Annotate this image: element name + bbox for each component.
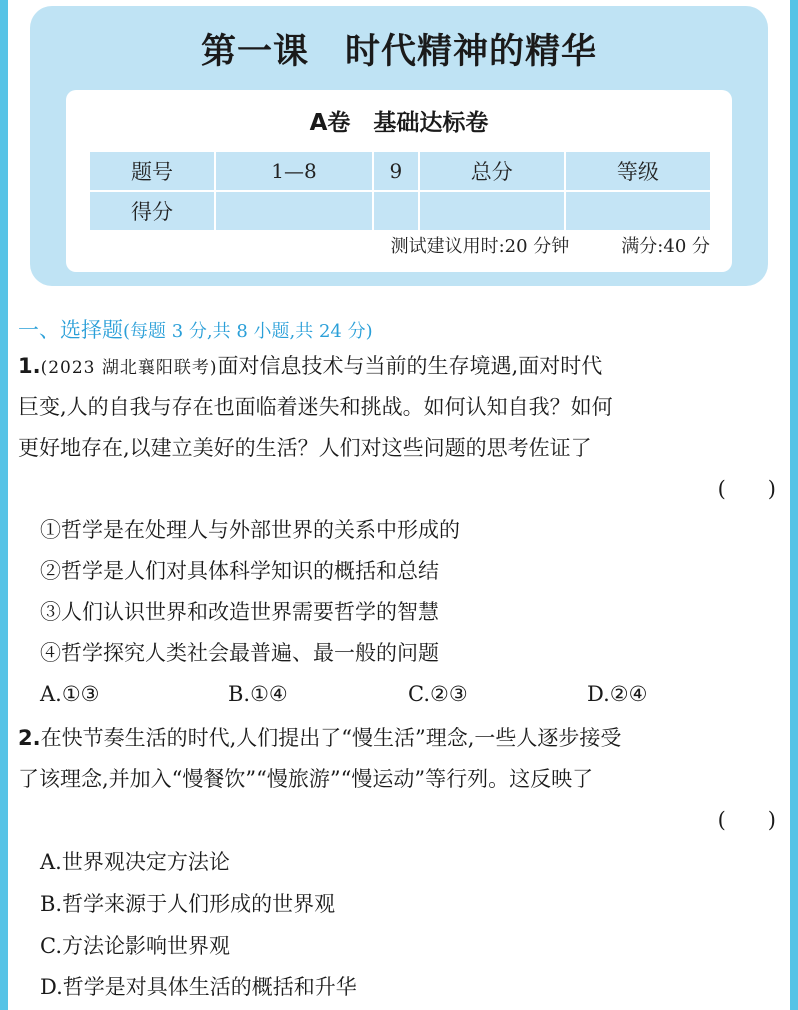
table-header-row bbox=[90, 150, 710, 190]
score-input-q9[interactable] bbox=[374, 190, 418, 230]
question-number: 1. bbox=[18, 354, 41, 378]
test-info bbox=[391, 232, 710, 258]
table-cell-score-label: 得分 bbox=[90, 190, 214, 230]
option-b[interactable]: B.哲学来源于人们形成的世界观 bbox=[40, 892, 336, 916]
score-input-grade[interactable] bbox=[566, 190, 710, 230]
question-text: 在快节奏生活的时代,人们提出了“慢生活”理念,一些人逐步接受 bbox=[40, 726, 622, 750]
question-number: 2. bbox=[18, 726, 41, 750]
left-edge-bar bbox=[0, 0, 8, 1010]
score-card bbox=[66, 90, 732, 272]
table-cell-q9: 9 bbox=[374, 150, 418, 190]
section-title: 一、选择题 bbox=[18, 318, 123, 342]
option-d[interactable]: D.哲学是对具体生活的概括和升华 bbox=[40, 975, 357, 999]
test-time: 测试建议用时:20 分钟 bbox=[390, 236, 570, 257]
table-cell-total: 总分 bbox=[420, 150, 564, 190]
statement-3: ③人们认识世界和改造世界需要哲学的智慧 bbox=[40, 600, 439, 624]
question-text: 面对信息技术与当前的生存境遇,面对时代 bbox=[217, 354, 603, 378]
option-a[interactable]: A.①③ bbox=[40, 682, 100, 706]
section-note: (每题 3 分,共 8 小题,共 24 分) bbox=[123, 321, 373, 342]
option-d[interactable]: D.②④ bbox=[587, 682, 648, 706]
table-cell-question-number: 题号 bbox=[90, 150, 214, 190]
question-1-line-2: 巨变,人的自我与存在也面临着迷失和挑战。如何认知自我？如何 bbox=[18, 395, 613, 419]
option-b[interactable]: B.①④ bbox=[228, 682, 288, 706]
answer-blank[interactable]: ( ) bbox=[717, 477, 776, 501]
table-cell-range: 1—8 bbox=[216, 150, 372, 190]
answer-blank[interactable]: ( ) bbox=[717, 808, 776, 832]
statement-1: ①哲学是在处理人与外部世界的关系中形成的 bbox=[40, 518, 460, 542]
score-table bbox=[88, 150, 712, 230]
card-title: A卷 基础达标卷 bbox=[309, 110, 489, 136]
question-source: (2023 湖北襄阳联考) bbox=[40, 358, 218, 378]
header-panel bbox=[30, 6, 768, 286]
full-score: 满分:40 分 bbox=[621, 236, 710, 257]
lesson-title: 第一课 时代精神的精华 bbox=[200, 32, 597, 72]
option-c[interactable]: C.方法论影响世界观 bbox=[40, 934, 230, 958]
question-2-line-2: 了该理念,并加入“慢餐饮”“慢旅游”“慢运动”等行列。这反映了 bbox=[18, 767, 594, 791]
question-1-line-1 bbox=[18, 346, 780, 389]
table-cell-grade: 等级 bbox=[566, 150, 710, 190]
statement-4: ④哲学探究人类社会最普遍、最一般的问题 bbox=[40, 641, 439, 665]
option-c[interactable]: C.②③ bbox=[408, 682, 468, 706]
statement-2: ②哲学是人们对具体科学知识的概括和总结 bbox=[40, 559, 439, 583]
table-score-row bbox=[90, 190, 710, 230]
question-2-line-1 bbox=[18, 718, 780, 759]
section-heading bbox=[18, 314, 373, 344]
question-1-line-3: 更好地存在,以建立美好的生活？人们对这些问题的思考佐证了 bbox=[18, 436, 592, 460]
option-a[interactable]: A.世界观决定方法论 bbox=[40, 850, 230, 874]
score-input-total[interactable] bbox=[420, 190, 564, 230]
score-input-range[interactable] bbox=[216, 190, 372, 230]
